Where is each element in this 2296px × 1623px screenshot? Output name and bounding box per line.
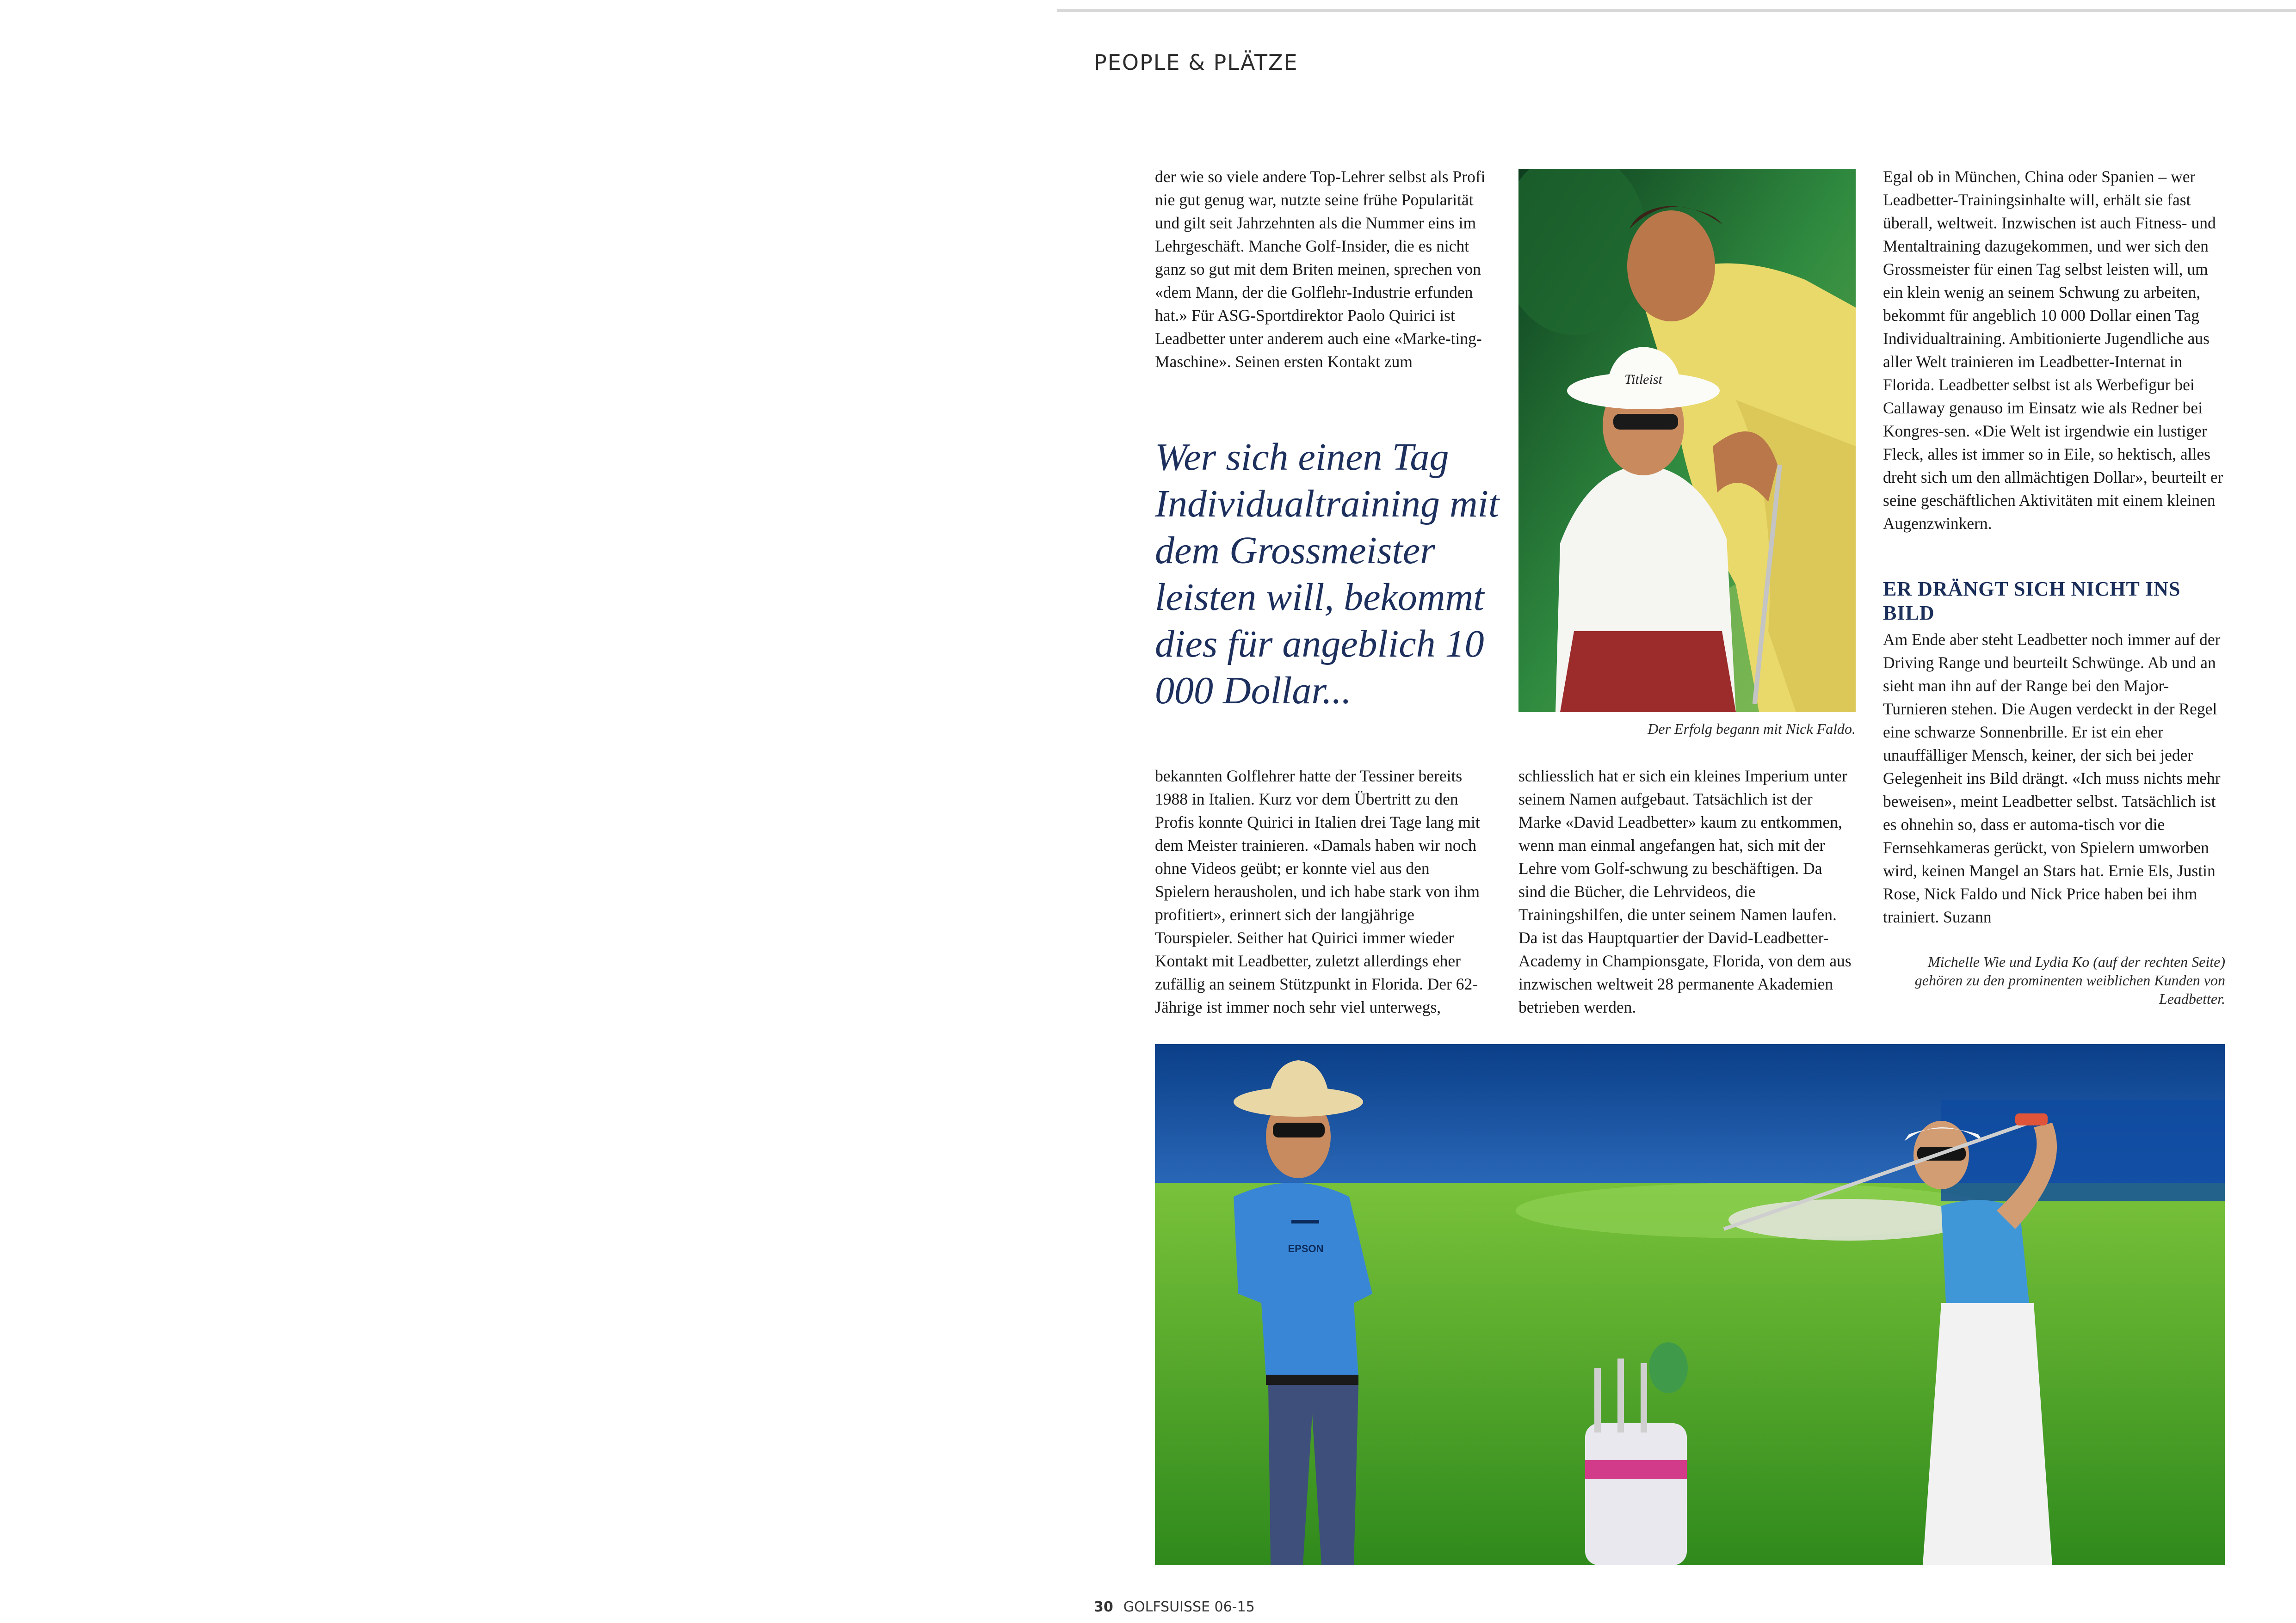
photo-caption-wie: Michelle Wie und Lydia Ko (auf der rechten Seite) gehören zu den prominenten weiblichen Kunden von Leadbetter.	[1914, 953, 2225, 1007]
column2-bottom-paragraph: schliesslich hat er sich ein kleines Imperium unter seinem Namen aufgebaut. Tatsächlich ist der Marke «David Leadbetter» kaum zu entkommen, wenn man einmal angefangen hat, sich mit der Lehre vom Golf-schwung zu beschäftigen. Da sind die Bücher, die Lehrvideos, die Trainingshilfen, die unter seinem Namen laufen. Da ist das Hauptquartier der David-Leadbetter- Academy in Championsgate, Florida, von dem aus inzwischen weltweit 28 permanente Akademien betrieben werden.	[1518, 767, 1852, 1016]
column1-top-text	[1155, 165, 1488, 373]
section-label: PEOPLE & PLÄTZE	[1094, 50, 1298, 75]
photo-leadbetter-faldo	[1518, 169, 1856, 712]
photo-caption-faldo: Der Erfolg begann mit Nick Faldo.	[1648, 720, 1856, 737]
hat-logo: Titleist	[1624, 372, 1662, 387]
column2-bottom-text	[1518, 764, 1852, 1019]
column3-bottom-text	[1883, 628, 2225, 928]
subheading: ER DRÄNGT SICH NICHT INS BILD	[1883, 578, 2181, 624]
column3-top-paragraph: Egal ob in München, China oder Spanien – wer Leadbetter-Trainingsinhalte will, erhält sie fast überall, weltweit. Inzwischen ist auch Fitness- und Mentaltraining dazugekommen, und wer sich den Grossmeister für einen Tag selbst leisten will, um ein klein wenig an seinem Schwung zu arbeiten, bekommt für angeblich 10 000 Dollar einen Tag Individualtraining. Ambitionierte Jugendliche aus aller Welt trainieren im Leadbetter-Internat in Florida. Leadbetter selbst ist als Werbefigur bei Callaway genauso im Einsatz wie als Redner bei Kongres-sen. «Die Welt ist irgendwie ein lustiger Fleck, alles ist immer so in Eile, so hektisch, alles dreht sich um den allmächtigen Dollar», beurteilt er seine geschäftlichen Aktivitäten mit einem kleinen Augenzwinkern.	[1883, 167, 2223, 533]
column1-bottom-text	[1155, 764, 1488, 1019]
photo-leadbetter-wie	[1155, 1044, 2225, 1565]
shirt-logo: EPSON	[1288, 1243, 1324, 1254]
column3-top-text	[1883, 165, 2225, 535]
publication-name: GOLFSUISSE 06-15	[1123, 1599, 1255, 1615]
page-number: 30	[1094, 1599, 1113, 1615]
column3-bottom-paragraph: Am Ende aber steht Leadbetter noch immer auf der Driving Range und beurteilt Schwünge. Ab und an sieht man ihn auf der Range bei den Major-Turnieren stehen. Die Augen verdeckt in der Regel eine schwarze Sonnenbrille. Er ist ein eher unauffälliger Mensch, keiner, der sich bei jeder Gelegenheit ins Bild drängt. «Ich muss nichts mehr beweisen», meint Leadbetter selbst. Tatsächlich ist es ohnehin so, dass er automa-tisch vor die Fernsehkameras gerückt, von Spielern umworben wird, keinen Mangel an Stars hat. Ernie Els, Justin Rose, Nick Faldo und Nick Price haben bei ihm trainiert. Suzann	[1883, 630, 2221, 926]
column1-top-paragraph: der wie so viele andere Top-Lehrer selbst als Profi nie gut genug war, nutzte seine frühe Popularität und gilt seit Jahrzehnten als die Nummer eins im Lehrgeschäft. Manche Golf-Insider, die es nicht ganz so gut mit dem Briten meinen, sprechen von «dem Mann, der die Golflehr-Industrie erfunden hat.» Für ASG-Sportdirektor Paolo Quirici ist Leadbetter unter anderem auch eine «Marke-ting-Maschine». Seinen ersten Kontakt zum	[1155, 167, 1486, 371]
column1-bottom-paragraph: bekannten Golflehrer hatte der Tessiner bereits 1988 in Italien. Kurz vor dem Übertritt zu den Profis konnte Quirici in Italien drei Tage lang mit dem Meister trainieren. «Damals haben wir noch ohne Videos geübt; er konnte viel aus den Spielern herausholen, und ich habe stark von ihm profitiert», erinnert sich der langjährige Tourspieler. Seither hat Quirici immer wieder Kontakt mit Leadbetter, zuletzt allerdings eher zufällig an seinem Stützpunkt in Florida. Der 62-Jährige ist immer noch sehr viel unterwegs,	[1155, 767, 1480, 1016]
pull-quote: Wer sich einen Tag Individualtraining mit dem Grossmeister leisten will, bekommt dies für angeblich 10 000 Dollar...	[1155, 436, 1500, 712]
page-footer	[1094, 1599, 1255, 1615]
top-rule	[1057, 9, 2296, 12]
